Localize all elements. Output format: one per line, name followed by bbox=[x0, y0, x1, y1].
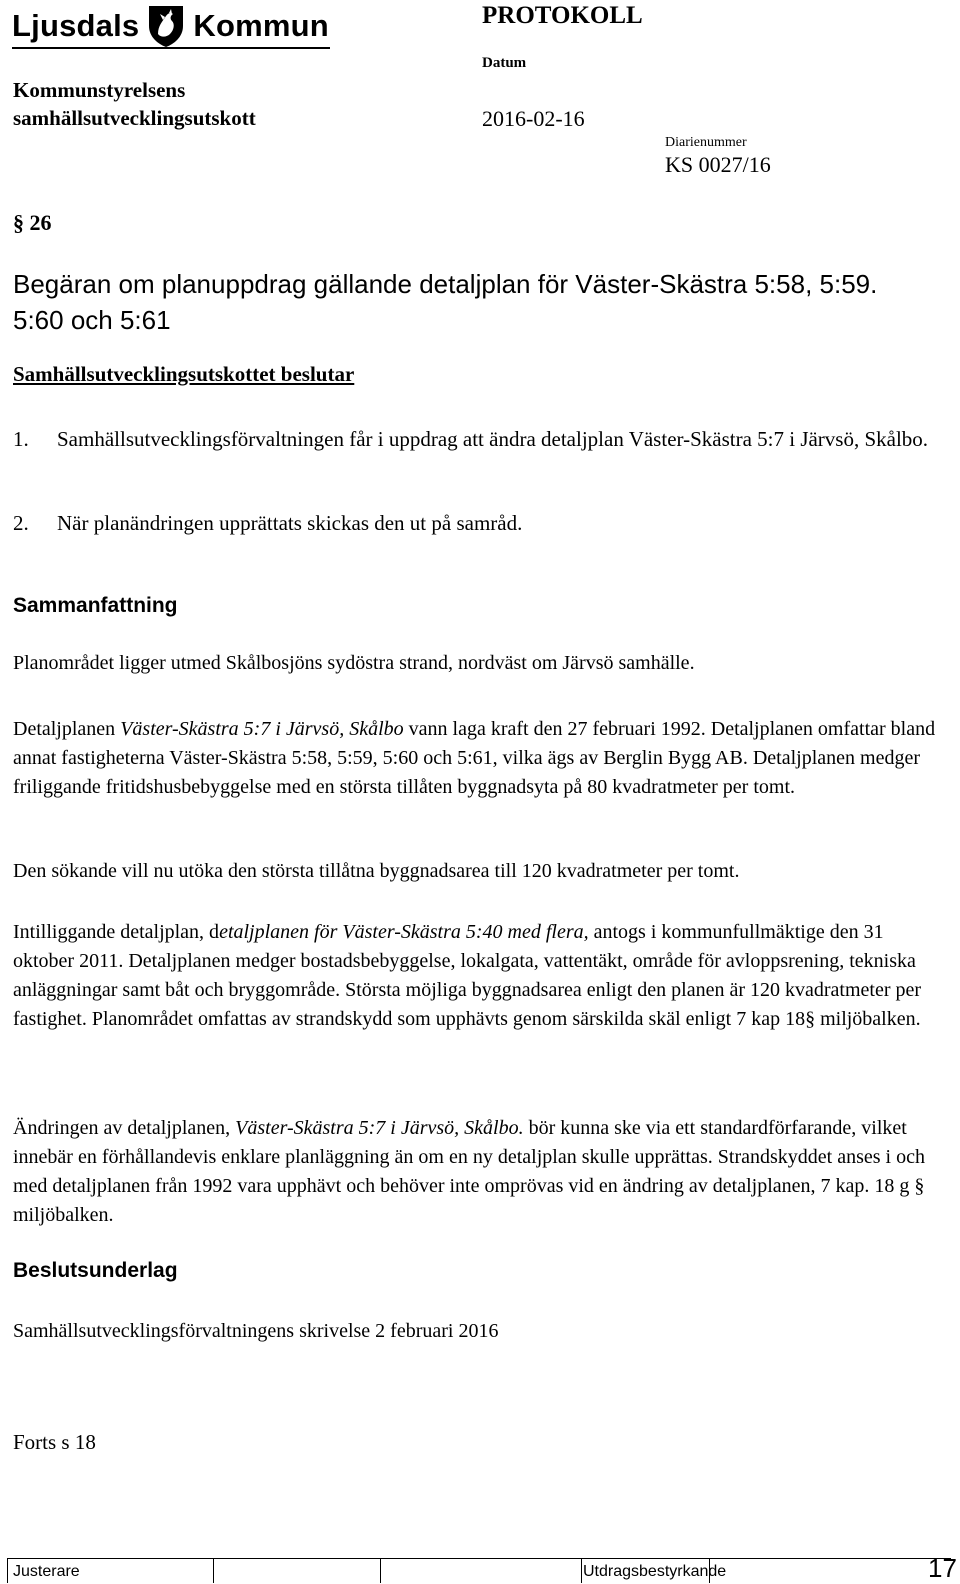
footer-divider bbox=[581, 1558, 582, 1583]
footer-utdrag-label: Utdragsbestyrkande bbox=[583, 1563, 727, 1580]
page-number: 17 bbox=[928, 1553, 957, 1583]
summary-heading: Sammanfattning bbox=[13, 594, 178, 617]
basis-text: Samhällsutvecklingsförvaltningens skrivelse 2 februari 2016 bbox=[13, 1320, 499, 1342]
summary-p4-pre: Intilliggande detaljplan, d bbox=[13, 921, 220, 943]
decision-item-number: 2. bbox=[13, 511, 29, 535]
registry-number-value: KS 0027/16 bbox=[665, 152, 771, 177]
summary-paragraph-2 bbox=[13, 715, 949, 802]
summary-paragraph-4 bbox=[13, 918, 949, 1034]
logo-text-left: Ljusdals bbox=[12, 8, 140, 43]
basis-heading: Beslutsunderlag bbox=[13, 1259, 178, 1282]
summary-paragraph-3: Den sökande vill nu utöka den största tillåtna byggnadsarea till 120 kvadratmeter per tomt. bbox=[13, 860, 740, 882]
summary-p5-plan-name: Väster-Skästra 5:7 i Järvsö, Skålbo. bbox=[235, 1117, 524, 1139]
committee-name-line2: samhällsutvecklingsutskott bbox=[13, 106, 256, 130]
date-label: Datum bbox=[482, 55, 527, 71]
footer-justerare-label: Justerare bbox=[13, 1563, 80, 1580]
logo-text-right: Kommun bbox=[193, 8, 329, 43]
decision-heading: Samhällsutvecklingsutskottet beslutar bbox=[13, 362, 355, 386]
crest-icon bbox=[146, 4, 186, 48]
summary-p5-pre: Ändringen av detaljplanen, bbox=[13, 1117, 236, 1139]
document-type: PROTOKOLL bbox=[482, 2, 643, 29]
decision-item bbox=[13, 508, 943, 539]
summary-p5-post: bör kunna ske via ett standardförfarande, vilket innebär en förhållandevis enklare planläggning än om en ny detaljplan skulle upprättas. Strandskyddet anses i och med detaljplanen från 1992 vara upphävt och behöver inte omprövas vid en ändring av detaljplanen, 7 kap. 18 g § miljöbalken. bbox=[13, 1117, 925, 1226]
registry-number-label: Diarienummer bbox=[665, 135, 747, 150]
committee-name-line1: Kommunstyrelsens bbox=[13, 78, 186, 102]
municipality-logo bbox=[12, 0, 330, 52]
footer-divider bbox=[380, 1558, 381, 1583]
decision-item-number: 1. bbox=[13, 427, 29, 451]
decision-item-text: Samhällsutvecklingsförvaltningen får i uppdrag att ändra detaljplan Väster-Skästra 5:7 i Järvsö, Skålbo. bbox=[57, 427, 929, 451]
paragraph-number: § 26 bbox=[13, 210, 52, 235]
summary-p4-post: antogs i kommunfullmäktige den 31 oktober 2011. Detaljplanen medger bostadsbebyggelse, lokalgata, vattentäkt, område för avloppsrening, tekniska anläggningar samt båt och bryggområde. Största möjliga byggnadsarea enligt den planen är 120 kvadratmeter per fastighet. Planområdet omfattas av strandskydd som upphävts genom särskilda skäl enligt 7 kap 18§ miljöbalken. bbox=[13, 921, 922, 1030]
decision-item-text: När planändringen upprättats skickas den ut på samråd. bbox=[57, 511, 523, 535]
summary-p4-plan-name: etaljplanen för Väster-Skästra 5:40 med flera, bbox=[219, 921, 589, 943]
summary-paragraph-1: Planområdet ligger utmed Skålbosjöns sydöstra strand, nordväst om Järvsö samhälle. bbox=[13, 652, 695, 674]
continuation-note: Forts s 18 bbox=[13, 1430, 96, 1454]
paragraph-title: Begäran om planuppdrag gällande detaljplan för Väster-Skästra 5:58, 5:59. 5:60 och 5:61 bbox=[13, 269, 878, 335]
decision-item bbox=[13, 424, 943, 455]
summary-p2-post: vann laga kraft den 27 februari 1992. Detaljplanen omfattar bland annat fastigheterna Väster-Skästra 5:58, 5:59, 5:60 och 5:61, vilka ägs av Berglin Bygg AB. Detaljplanen medger friliggande fritidshusbebyggelse med en största tillåten byggnadsyta på 80 kvadratmeter per tomt. bbox=[13, 718, 936, 798]
logo-underline bbox=[12, 47, 330, 49]
summary-paragraph-5 bbox=[13, 1114, 949, 1230]
date-value: 2016-02-16 bbox=[482, 106, 585, 131]
summary-p2-pre: Detaljplanen bbox=[13, 718, 121, 740]
summary-p2-plan-name: Väster-Skästra 5:7 i Järvsö, Skålbo bbox=[120, 718, 404, 740]
